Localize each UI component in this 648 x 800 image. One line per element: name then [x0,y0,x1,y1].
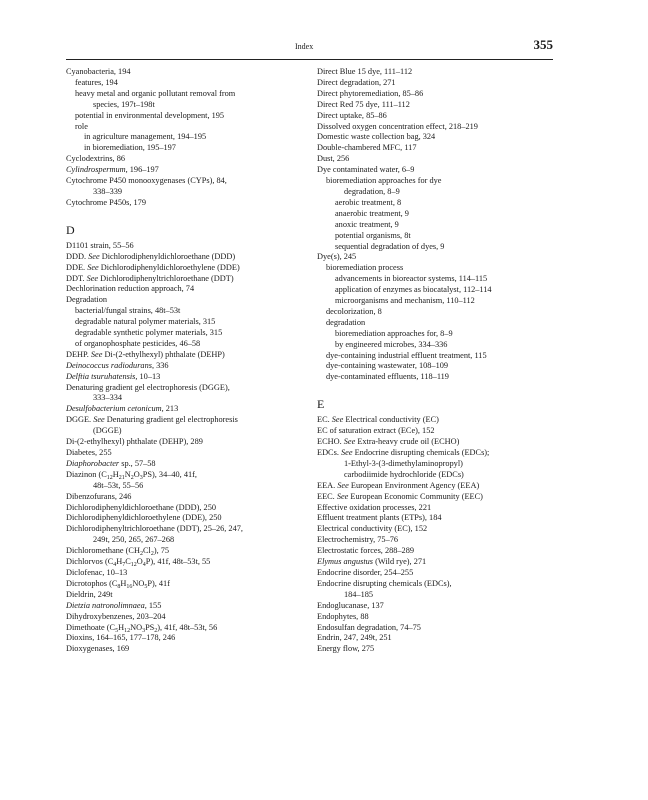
index-entry: Electrostatic forces, 288–289 [317,546,414,556]
index-entry: bacterial/fungal strains, 48t–53t [75,306,181,316]
index-entry: 184–185 [344,589,374,599]
index-entry: application of enzymes as biocatalyst, 112–114 [335,285,492,295]
index-entry: 48t–53t, 55–56 [93,480,144,490]
index-entry: Cyanobacteria, 194 [66,67,131,76]
index-entry: DEHP. See Di-(2-ethylhexyl) phthalate (DEHP) [66,349,225,359]
index-entry: Direct phytoremediation, 85–86 [317,88,424,98]
index-entry: anoxic treatment, 9 [335,219,399,229]
index-entry: Energy flow, 275 [317,644,375,654]
index-entry: dye-containing industrial effluent treatment, 115 [326,350,487,360]
index-entry: degradation, 8–9 [344,186,400,196]
index-entry: potential organisms, 8t [335,230,411,240]
index-entry: Dietzia natronolimnaea, 155 [66,600,162,610]
index-entry: Diclofenac, 10–13 [66,567,128,577]
index-entry: Deinococcus radiodurans, 336 [66,360,169,370]
index-entry: Dichlorodiphenyldichloroethane (DDD), 250 [66,502,216,512]
index-entry: Elymus angustus (Wild rye), 271 [317,557,427,567]
index-entry: Dicrotophos $(C_8H_{16}NO_5P)$, 41f [66,578,170,590]
index-entry: Effective oxidation processes, 221 [317,502,432,512]
section-heading: D [66,222,75,237]
index-entry: Dust, 256 [317,154,350,164]
index-entry: EEA. See European Environment Agency (EEA) [317,480,480,490]
index-entry: DDE. See Dichlorodiphenyldichloroethylene (DDE) [66,262,240,272]
index-entry: Cyclodextrins, 86 [66,154,125,164]
index-entry: role [75,121,88,131]
index-entry: Diazinon $(C_{12}H_{21}N_2O_3PS)$, 34–40, 41f, [66,469,197,481]
index-entry: (DGGE) [93,426,122,436]
index-entry: bioremediation process [326,263,404,273]
index-entry: Endrin, 247, 249t, 251 [317,633,392,643]
index-entry: Endophytes, 88 [317,611,369,621]
index-entry: 333–334 [93,393,123,403]
running-title: Index [295,42,314,51]
index-entry: Double-chambered MFC, 117 [317,143,417,153]
running-header [66,38,553,58]
index-entry: Diaphorobacter sp., 57–58 [66,458,156,468]
index-entry: Direct uptake, 85–86 [317,110,387,120]
index-entry: EEC. See European Economic Community (EEC) [317,491,483,501]
section-heading: E [317,397,325,412]
index-entry: Dihydroxybenzenes, 203–204 [66,611,166,621]
index-entry: decolorization, 8 [326,306,382,316]
index-entry: Diabetes, 255 [66,448,112,457]
index-entry: Dichloromethane $(CH_2Cl_2)$, 75 [66,546,170,558]
index-entry: Endocrine disrupting chemicals (EDCs), [317,578,452,588]
index-entry: Endocrine disorder, 254–255 [317,567,414,577]
index-entry: EC. See Electrical conductivity (EC) [317,415,439,425]
index-entry: in bioremediation, 195–197 [84,143,176,153]
index-entry: dye-contaminated effluents, 118–119 [326,372,449,382]
index-entry: DDD. See Dichlorodiphenyldichloroethane (DDD) [66,251,236,261]
index-entry: Denaturing gradient gel electrophoresis (DGGE), [66,382,230,392]
index-entry: bioremediation approaches for, 8–9 [335,328,453,338]
index-entry: EDCs. See Endocrine disrupting chemicals (EDCs); [317,448,490,457]
index-entry: Dibenzofurans, 246 [66,491,132,501]
index-entry: Dioxygenases, 169 [66,644,130,654]
index-entry: of organophosphate pesticides, 46–58 [75,338,201,348]
index-entry: sequential degradation of dyes, 9 [335,241,445,251]
index-entry: bioremediation approaches for dye [326,176,442,186]
index-entry: DGGE. See Denaturing gradient gel electrophoresis [66,415,238,425]
index-entry: Dichlorvos $(C_4H_7C_{12}O_4P)$, 41f, 48t–53t, 55 [66,557,211,569]
index-entry: Degradation [66,295,108,305]
index-entry: 249t, 250, 265, 267–268 [93,535,175,545]
index-entry: Dichlorodiphenyltrichloroethane (DDT), 25–26, 247, [66,524,243,534]
index-entry: Dissolved oxygen concentration effect, 218–219 [317,121,478,131]
index-entry: ECHO. See Extra-heavy crude oil (ECHO) [317,437,460,447]
index-entry: species, 197t–198t [93,99,155,109]
index-entry: Dye(s), 245 [317,252,357,262]
index-entry: Di-(2-ethylhexyl) phthalate (DEHP), 289 [66,437,203,447]
index-entry: Dichlorodiphenyldichloroethylene (DDE), 250 [66,513,222,523]
index-entry: D1101 strain, 55–56 [66,240,134,250]
page-number: 355 [533,37,553,52]
index-entry: carbodiimide hydrochloride (EDCs) [344,469,464,479]
index-entry: aerobic treatment, 8 [335,197,402,207]
index-entry: Cytochrome P450 monooxygenases (CYPs), 84, [66,176,227,186]
index-entry: Dieldrin, 249t [66,589,113,599]
index-entry: Delftia tsuruhatensis, 10–13 [66,371,161,381]
index-entry: Electrical conductivity (EC), 152 [317,524,428,534]
index-entry: Effluent treatment plants (ETPs), 184 [317,513,442,523]
index-entry: Endoglucanase, 137 [317,600,384,610]
index-entry: potential in environmental development, 195 [75,110,225,120]
index-entry: Dimethoate $(C_5H_{12}NO_3PS_2)$, 41f, 48t–53t, 56 [66,622,218,634]
index-entry: Domestic waste collection bag, 324 [317,132,436,142]
index-entry: by engineered microbes, 334–336 [335,339,448,349]
index-entry: Dechlorination reduction approach, 74 [66,284,195,294]
index-column-left [66,67,304,655]
index-entry: Direct Blue 15 dye, 111–112 [317,67,413,76]
index-entry: Electrochemistry, 75–76 [317,535,399,545]
index-entry: Endosulfan degradation, 74–75 [317,622,421,632]
index-entry: Cytochrome P450s, 179 [66,197,146,207]
index-entry: DDT. See Dichlorodiphenyltrichloroethane (DDT) [66,273,234,283]
index-entry: Cylindrospermum, 196–197 [66,165,159,175]
index-entry: degradable natural polymer materials, 315 [75,317,216,327]
index-entry: Direct degradation, 271 [317,77,396,87]
index-entry: Dioxins, 164–165, 177–178, 246 [66,633,176,643]
index-entry: heavy metal and organic pollutant removal from [75,88,236,98]
index-entry: dye-containing wastewater, 108–109 [326,361,449,371]
index-entry: 338–339 [93,186,123,196]
index-entry: in agriculture management, 194–195 [84,132,207,142]
index-entry: Desulfobacterium cetonicum, 213 [66,404,179,414]
index-entry: anaerobic treatment, 9 [335,208,409,218]
index-entry: EC of saturation extract (ECe), 152 [317,426,435,436]
header-rule [66,59,553,60]
index-entry: degradation [326,317,366,327]
index-entry: microorganisms and mechanism, 110–112 [335,296,475,306]
index-entry: degradable synthetic polymer materials, 315 [75,328,223,338]
index-entry: advancements in bioreactor systems, 114–115 [335,274,488,284]
index-entry: Direct Red 75 dye, 111–112 [317,99,410,109]
index-entry: features, 194 [75,77,118,87]
index-entry: Dye contaminated water, 6–9 [317,165,415,175]
index-entry: 1-Ethyl-3-(3-dimethylaminopropyl) [344,458,463,468]
index-column-right [317,67,555,655]
